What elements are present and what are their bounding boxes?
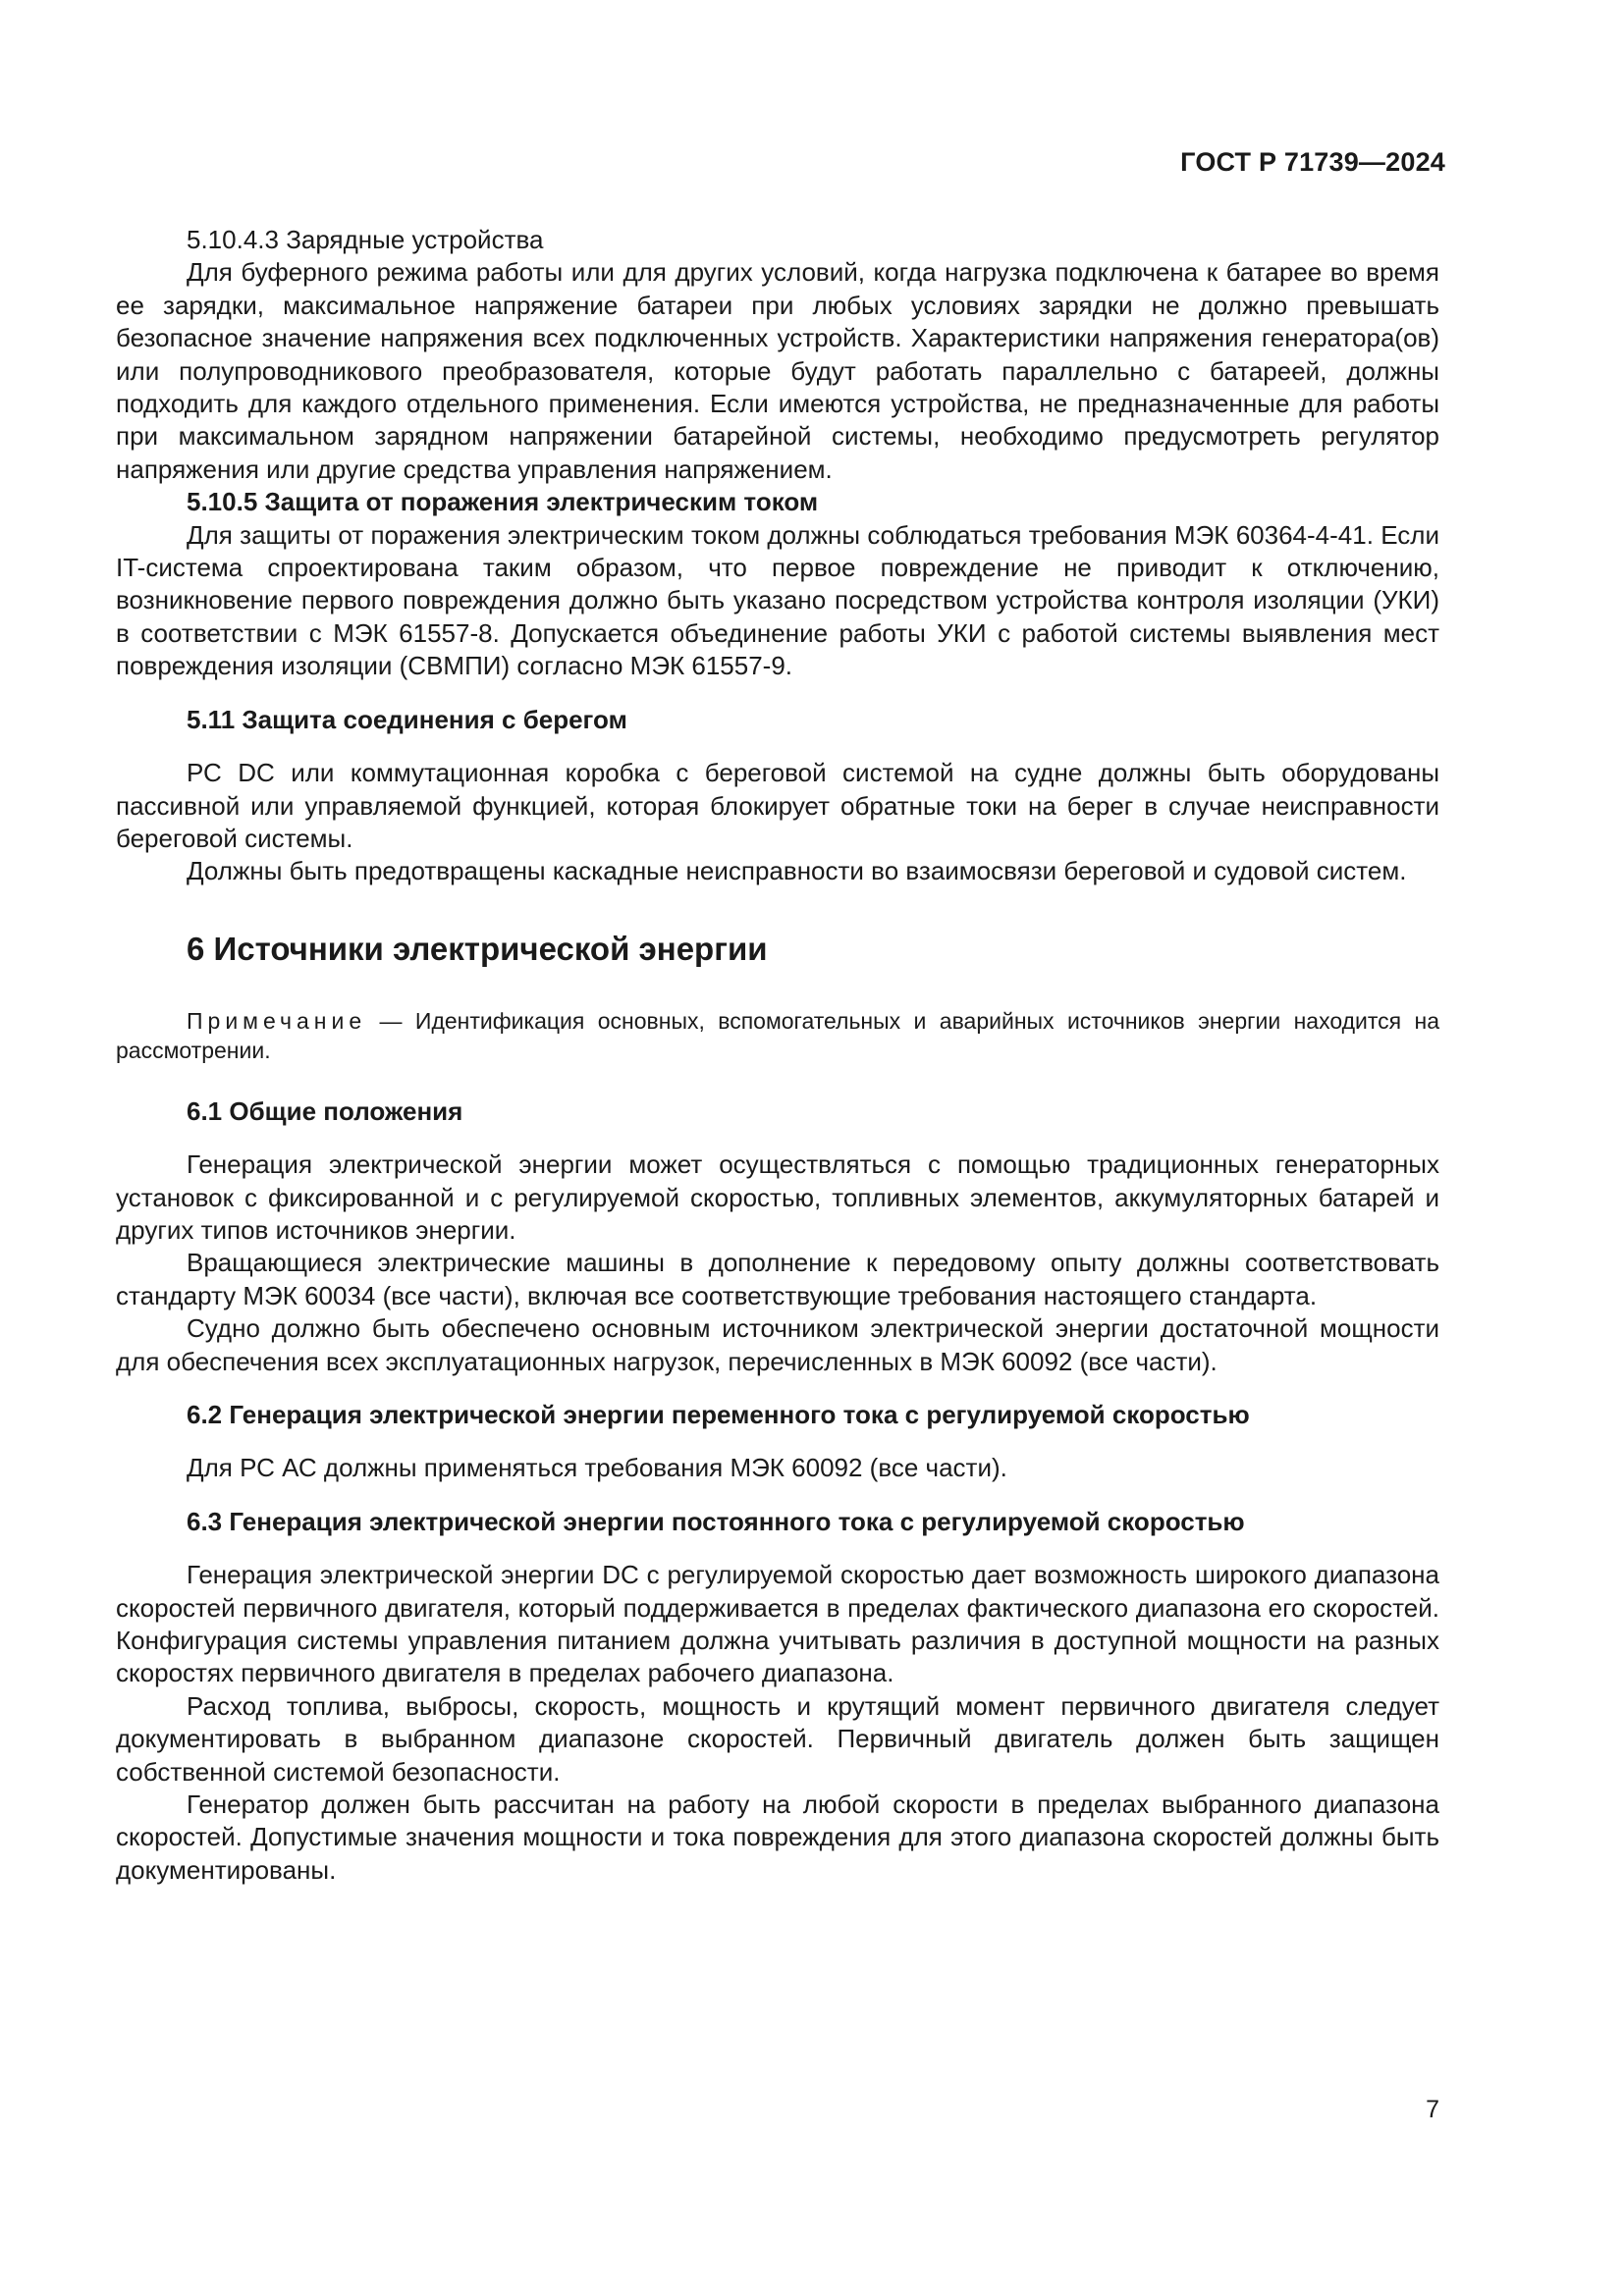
section-6-1-heading: 6.1 Общие положения (187, 1095, 463, 1126)
section-6-3-heading: 6.3 Генерация электрической энергии постоянного тока с регулируемой скоростью (187, 1506, 1245, 1536)
section-6-heading: 6 Источники электрической энергии (187, 930, 768, 967)
section-5-10-5-heading: 5.10.5 Защита от поражения электрическим током (187, 487, 819, 517)
section-5-10-5-paragraph: Для защиты от поражения электрическим током должны соблюдаться требования МЭК 60364-4-41. Если IT-система спроектирована таким образом, что первое повреждение не приводит к отключению, возникновение первого повреждения должно быть указано посредством устройства контроля изоляции (УКИ) в соответствии с МЭК 61557-8. Допускается объединение работы УКИ с работой системы выявления мест повреждения изоляции (СВМПИ) согласно МЭК 61557-9. (116, 519, 1439, 681)
section-5-10-4-3-paragraph: Для буферного режима работы или для других условий, когда нагрузка подключена к батарее во время ее зарядки, максимальное напряжение батареи при любых условиях зарядки не должно превышать безопасное значение напряжения всех подключенных устройств. Характеристики напряжения генератора(ов) или полупроводникового преобразователя, которые будут работать параллельно с батареей, должны подходить для каждого отдельного применения. Если имеются устройства, не предназначенные для работы при максимальном зарядном напряжении батарейной системы, необходимо предусмотреть регулятор напряжения или другие средства управления напряжением. (116, 257, 1439, 484)
section-6-2-heading: 6.2 Генерация электрической энергии переменного тока с регулируемой скоростью (187, 1399, 1250, 1429)
section-6-3-paragraph: Расход топлива, выбросы, скорость, мощность и крутящий момент первичного двигателя следует документировать в выбранном диапазоне скоростей. Первичный двигатель должен быть защищен собственной системой безопасности. (116, 1690, 1439, 1787)
note-text: — Идентификация основных, вспомогательных и аварийных источников энергии находится на рассмотрении. (116, 1007, 1439, 1063)
section-6-2-paragraph: Для РС АС должны применяться требования МЭК 60092 (все части). (187, 1453, 1007, 1483)
section-6-1-paragraph: Судно должно быть обеспечено основным источником электрической энергии достаточной мощности для обеспечения всех эксплуатационных нагрузок, перечисленных в МЭК 60092 (все части). (116, 1313, 1439, 1376)
page-number: 7 (1426, 2096, 1439, 2123)
section-5-11-heading: 5.11 Защита соединения с берегом (187, 704, 627, 734)
section-6-1-paragraph: Вращающиеся электрические машины в дополнение к передовому опыту должны соответствовать стандарту МЭК 60034 (все части), включая все соответствующие требования настоящего стандарта. (116, 1248, 1439, 1310)
section-5-11-paragraph: Должны быть предотвращены каскадные неисправности во взаимосвязи береговой и судовой систем. (187, 856, 1407, 886)
section-6-note (116, 1006, 1439, 1065)
section-5-10-4-3-heading: 5.10.4.3 Зарядные устройства (187, 225, 544, 254)
section-5-11-paragraph: РС DC или коммутационная коробка с береговой системой на судне должны быть оборудованы пассивной или управляемой функцией, которая блокирует обратные токи на берег в случае неисправности береговой системы. (116, 758, 1439, 853)
section-6-3-paragraph: Генерация электрической энергии DC с регулируемой скоростью дает возможность широкого диапазона скоростей первичного двигателя, который поддерживается в пределах фактического диапазона его скоростей. Конфигурация системы управления питанием должна учитывать различия в доступной мощности на разных скоростях первичного двигателя в пределах рабочего диапазона. (116, 1560, 1439, 1688)
note-label: Примечание (187, 1007, 367, 1034)
section-6-1-paragraph: Генерация электрической энергии может осуществляться с помощью традиционных генераторных установок с фиксированной и с регулируемой скоростью, топливных элементов, аккумуляторных батарей и других типов источников энергии. (116, 1149, 1439, 1245)
document-code: ГОСТ Р 71739—2024 (1180, 147, 1445, 177)
page-content (116, 224, 1439, 1887)
section-6-3-paragraph: Генератор должен быть рассчитан на работу на любой скорости в пределах выбранного диапазона скоростей. Допустимые значения мощности и тока повреждения для этого диапазона скоростей должны быть документированы. (116, 1789, 1439, 1885)
